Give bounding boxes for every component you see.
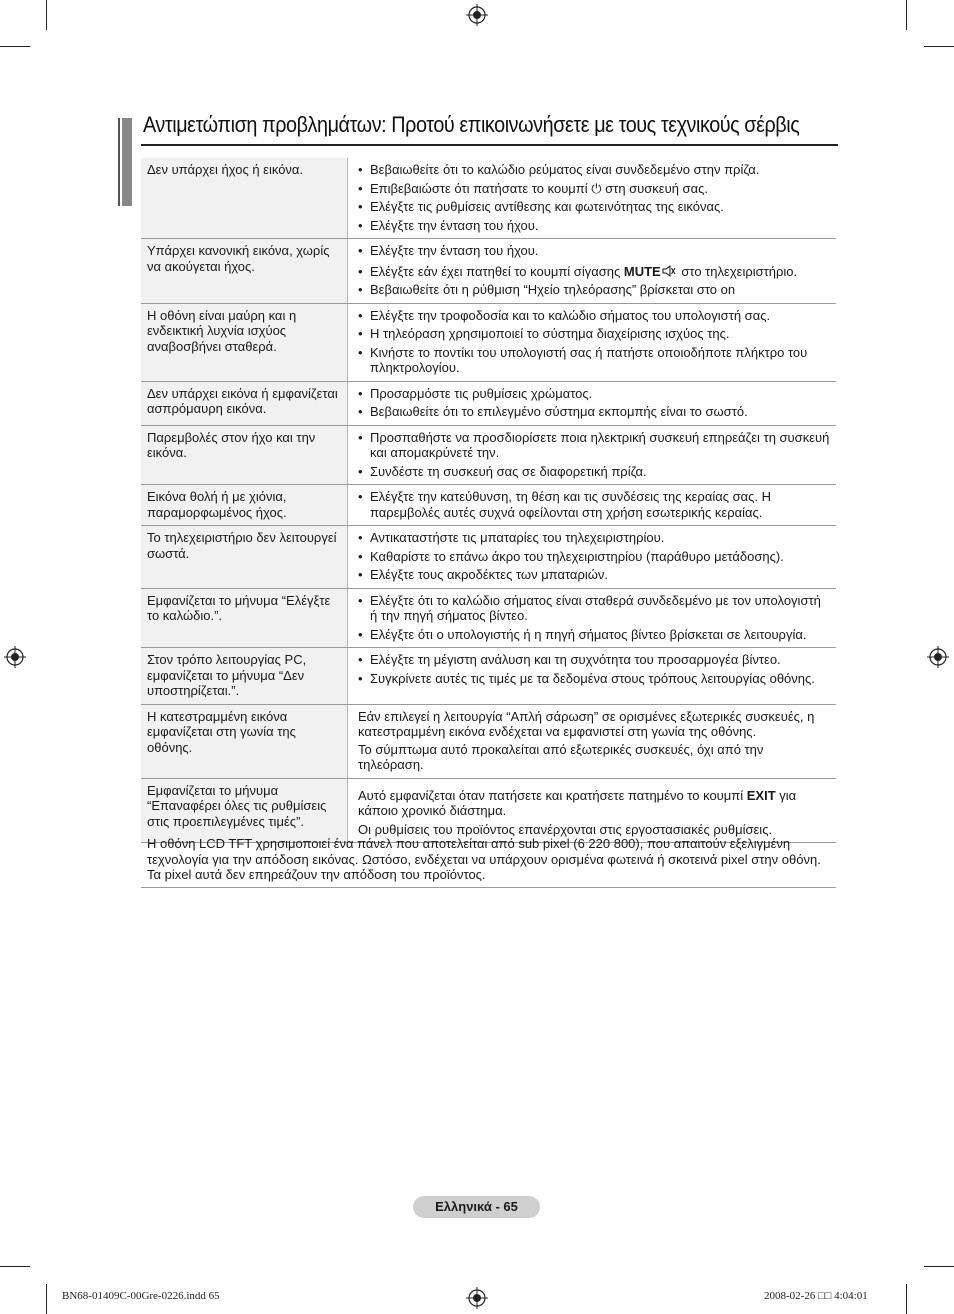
registration-mark-icon [4,646,26,668]
solution-item: • Αντικαταστήστε τις μπαταρίες του τηλεχειριστηρίου. [358,530,830,546]
solution-item: • Η τηλεόραση χρησιμοποιεί το σύστημα διαχείρισης ισχύος της. [358,326,830,342]
crop-mark [0,46,30,47]
solution-item: • Ελέγξτε την κατεύθυνση, τη θέση και τις συνδέσεις της κεραίας σας. Η παρεμβολές αυτές συχνά οφείλονται στη χρήση εσωτερικής κεραίας. [358,489,830,520]
solution-item: • Ελέγξτε την ένταση του ήχου. [358,218,830,234]
solution-item: • Βεβαιωθείτε ότι το επιλεγμένο σύστημα εκπομπής είναι το σωστό. [358,404,830,420]
solution-cell [348,239,837,304]
solution-item: • Προσπαθήστε να προσδιορίσετε ποια ηλεκτρική συσκευή επηρεάζει τη συσκευή και απομακρύνετέ την. [358,430,830,461]
page-title: Αντιμετώπιση προβλημάτων: Προτού επικοινωνήσετε με τους τεχνικούς σέρβις [143,112,800,137]
solution-paragraph: Το σύμπτωμα αυτό προκαλείται από εξωτερικές συσκευές, όχι από την τηλεόραση. [358,741,764,772]
solution-item: • Βεβαιωθείτε ότι το καλώδιο ρεύματος είναι συνδεδεμένο στην πρίζα. [358,162,830,178]
page-number-badge: Ελληνικά - 65 [413,1196,540,1218]
solution-item: • Ελέγξτε την τροφοδοσία και το καλώδιο σήματος του υπολογιστή σας. [358,308,830,324]
lcd-pixel-note: Η οθόνη LCD TFT χρησιμοποιεί ένα πάνελ που αποτελείται από sub pixel (6 220 800), που απαιτούν εξελιγμένη τεχνολογία για την απόδοση εικόνας. Ωστόσο, ενδέχεται να υπάρχουν ορισμένα φωτεινά ή σκοτεινά pixel στην οθόνη. Τα pixel αυτά δεν επηρεάζουν την απόδοση του προϊόντος. [141,832,836,888]
solution-cell [348,485,837,526]
solution-cell [348,704,837,778]
solution-item: • Ελέγξτε την ένταση του ήχου. [358,243,830,259]
problem-cell: Δεν υπάρχει εικόνα ή εμφανίζεται ασπρόμαυρη εικόνα. [141,381,348,425]
registration-mark-icon [927,646,949,668]
table-row [141,485,836,526]
solution-text: για κάποιο χρονικό διάστημα. [358,787,797,818]
solution-paragraph: Οι ρυθμίσεις του προϊόντος επανέρχονται στις εργοστασιακές ρυθμίσεις. [358,821,773,837]
problem-cell: Η κατεστραμμένη εικόνα εμφανίζεται στη γωνία της οθόνης. [141,704,348,778]
crop-mark [46,0,47,30]
solution-cell [348,526,837,589]
table-row [141,158,836,239]
solution-item: • Ελέγξτε ότι το καλώδιο σήματος είναι σταθερά συνδεδεμένο με τον υπολογιστή ή την πηγή σήματος βίντεο. [358,593,830,624]
crop-mark [906,0,907,30]
solution-item: • Συγκρίνετε αυτές τις τιμές με τα δεδομένα στους τρόπους λειτουργίας οθόνης. [358,671,830,687]
crop-mark [0,1266,30,1267]
solution-item: • Καθαρίστε το επάνω άκρο του τηλεχειριστηρίου (παράθυρο μετάδοσης). [358,549,830,565]
table-row [141,526,836,589]
troubleshooting-table [141,158,836,843]
problem-cell: Το τηλεχειριστήριο δεν λειτουργεί σωστά. [141,526,348,589]
solution-item [358,264,830,280]
solution-item: • Κινήστε το ποντίκι του υπολογιστή σας ή πατήστε οποιοδήποτε πλήκτρο του πληκτρολογίου. [358,345,830,376]
table-row [141,704,836,778]
solution-item: • Επιβεβαιώστε ότι πατήσατε το κουμπί ⏻ στη συσκευή σας. [358,181,830,197]
problem-cell: Εικόνα θολή ή με χιόνια, παραμορφωμένος ήχος. [141,485,348,526]
crop-mark [924,46,954,47]
footer-date-info: 2008-02-26 □□ 4:04:01 [764,1290,868,1302]
solution-item: • Βεβαιωθείτε ότι η ρύθμιση “Ηχείο τηλεόρασης” βρίσκεται στο on [358,282,830,298]
section-side-bar [118,118,132,206]
crop-mark [46,1284,47,1314]
table-row [141,588,836,648]
solution-item: • Προσαρμόστε τις ρυθμίσεις χρώματος. [358,386,830,402]
solution-paragraph: Εάν επιλεγεί η λειτουργία “Απλή σάρωση” σε ορισμένες εξωτερικές συσκευές, η κατεστραμμένη εικόνα ενδέχεται να εμφανιστεί στη γωνία της οθόνης. [358,708,815,739]
problem-cell: Δεν υπάρχει ήχος ή εικόνα. [141,158,348,239]
solution-item: • Συνδέστε τη συσκευή σας σε διαφορετική πρίζα. [358,464,830,480]
problem-cell: Η οθόνη είναι μαύρη και η ενδεικτική λυχνία ισχύος αναβοσβήνει σταθερά. [141,303,348,381]
exit-label: EXIT [746,787,776,803]
problem-cell: Εμφανίζεται το μήνυμα “Επαναφέρει όλες τις ρυθμίσεις στις προεπιλεγμένες τιμές”. [141,778,348,843]
problem-cell: Στον τρόπο λειτουργίας PC, εμφανίζεται το μήνυμα “Δεν υποστηρίζεται.”. [141,648,348,705]
solution-cell [348,588,837,648]
registration-mark-icon [466,4,488,26]
mute-icon [662,265,676,277]
crop-mark [924,1266,954,1267]
solution-item: • Ελέγξτε τη μέγιστη ανάλυση και τη συχνότητα του προσαρμογέα βίντεο. [358,652,830,668]
solution-paragraph [358,788,830,819]
solution-cell [348,381,837,425]
crop-mark [906,1284,907,1314]
problem-cell: Υπάρχει κανονική εικόνα, χωρίς να ακούγεται ήχος. [141,239,348,304]
table-row [141,303,836,381]
table-row [141,648,836,705]
solution-cell [348,648,837,705]
solution-text: Αυτό εμφανίζεται όταν πατήσετε και κρατήσετε πατημένο το κουμπί [358,787,744,803]
solution-cell [348,425,837,485]
title-rule [141,144,838,146]
table-row [141,425,836,485]
solution-item: • Ελέγξτε τις ρυθμίσεις αντίθεσης και φωτεινότητας της εικόνας. [358,199,830,215]
problem-cell: Εμφανίζεται το μήνυμα “Ελέγξτε το καλώδιο.”. [141,588,348,648]
table-row [141,239,836,304]
solution-cell [348,303,837,381]
registration-mark-icon [466,1287,488,1309]
solution-text: Ελέγξτε εάν έχει πατηθεί το κουμπί σίγασης [370,263,621,279]
footer-file-info: BN68-01409C-00Gre-0226.indd 65 [62,1290,220,1302]
solution-item: • Ελέγξτε ότι ο υπολογιστής ή η πηγή σήματος βίντεο βρίσκεται σε λειτουργία. [358,627,830,643]
mute-label: MUTE [623,263,661,279]
problem-cell: Παρεμβολές στον ήχο και την εικόνα. [141,425,348,485]
solution-text: στο τηλεχειριστήριο. [681,263,798,279]
solution-cell [348,158,837,239]
table-row [141,381,836,425]
solution-item: • Ελέγξτε τους ακροδέκτες των μπαταριών. [358,567,830,583]
